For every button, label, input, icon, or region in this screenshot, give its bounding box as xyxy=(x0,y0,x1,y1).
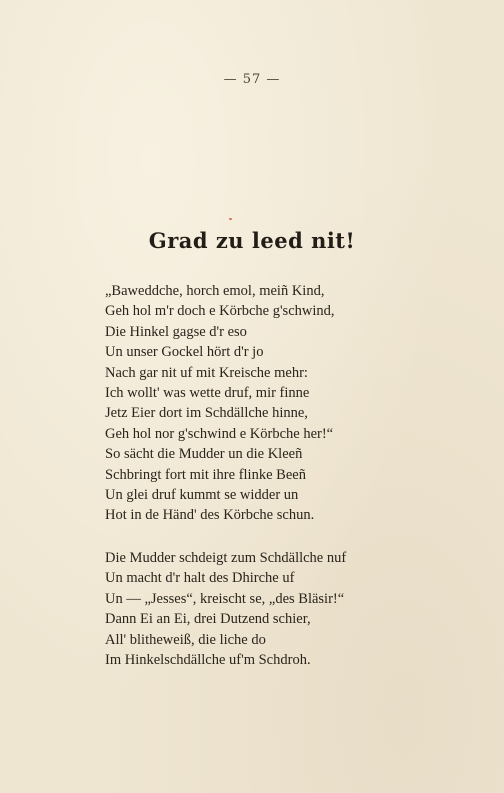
stanza-1 xyxy=(105,281,485,526)
poem-line: Dann Ei an Ei, drei Dutzend schier, xyxy=(105,611,311,628)
page-number: — 57 — xyxy=(223,72,281,87)
poem-line: Schbringt fort mit ihre flinke Beeñ xyxy=(105,466,306,483)
poem-line: „Baweddche, horch emol, meiñ Kind, xyxy=(105,283,325,299)
poem-line: Geh hol nor g'schwind e Körbche her!“ xyxy=(105,425,334,442)
poem-line: All' blitheweiß, die liche do xyxy=(105,631,266,648)
poem-line: Nach gar nit uf mit Kreische mehr: xyxy=(105,364,308,381)
poem-line: Un unser Gockel hört d'r jo xyxy=(105,344,264,361)
poem-line: Jetz Eier dort im Schdällche hinne, xyxy=(105,405,308,422)
poem-line: Die Mudder schdeigt zum Schdällche nuf xyxy=(105,550,347,566)
poem-line: Die Hinkel gagse d'r eso xyxy=(105,323,247,340)
poem-line: Ich wollt' was wette druf, mir finne xyxy=(105,384,310,401)
poem-line: Un — „Jesses“, kreischt se, „des Bläsir!“ xyxy=(105,590,345,607)
ink-speck xyxy=(229,218,232,220)
poem-title: Grad zu leed nit! xyxy=(148,228,356,253)
poem-line: So sächt die Mudder un die Kleeñ xyxy=(105,446,303,463)
stanza-2 xyxy=(105,548,485,670)
poem-line: Hot in de Händ' des Körbche schun. xyxy=(105,507,315,524)
poem-line: Geh hol m'r doch e Körbche g'schwind, xyxy=(105,303,335,320)
poem-line: Un macht d'r halt des Dhirche uf xyxy=(105,570,295,587)
poem-line: Im Hinkelschdällche uf'm Schdroh. xyxy=(105,651,311,668)
poem-line: Un glei druf kummt se widder un xyxy=(105,486,299,503)
